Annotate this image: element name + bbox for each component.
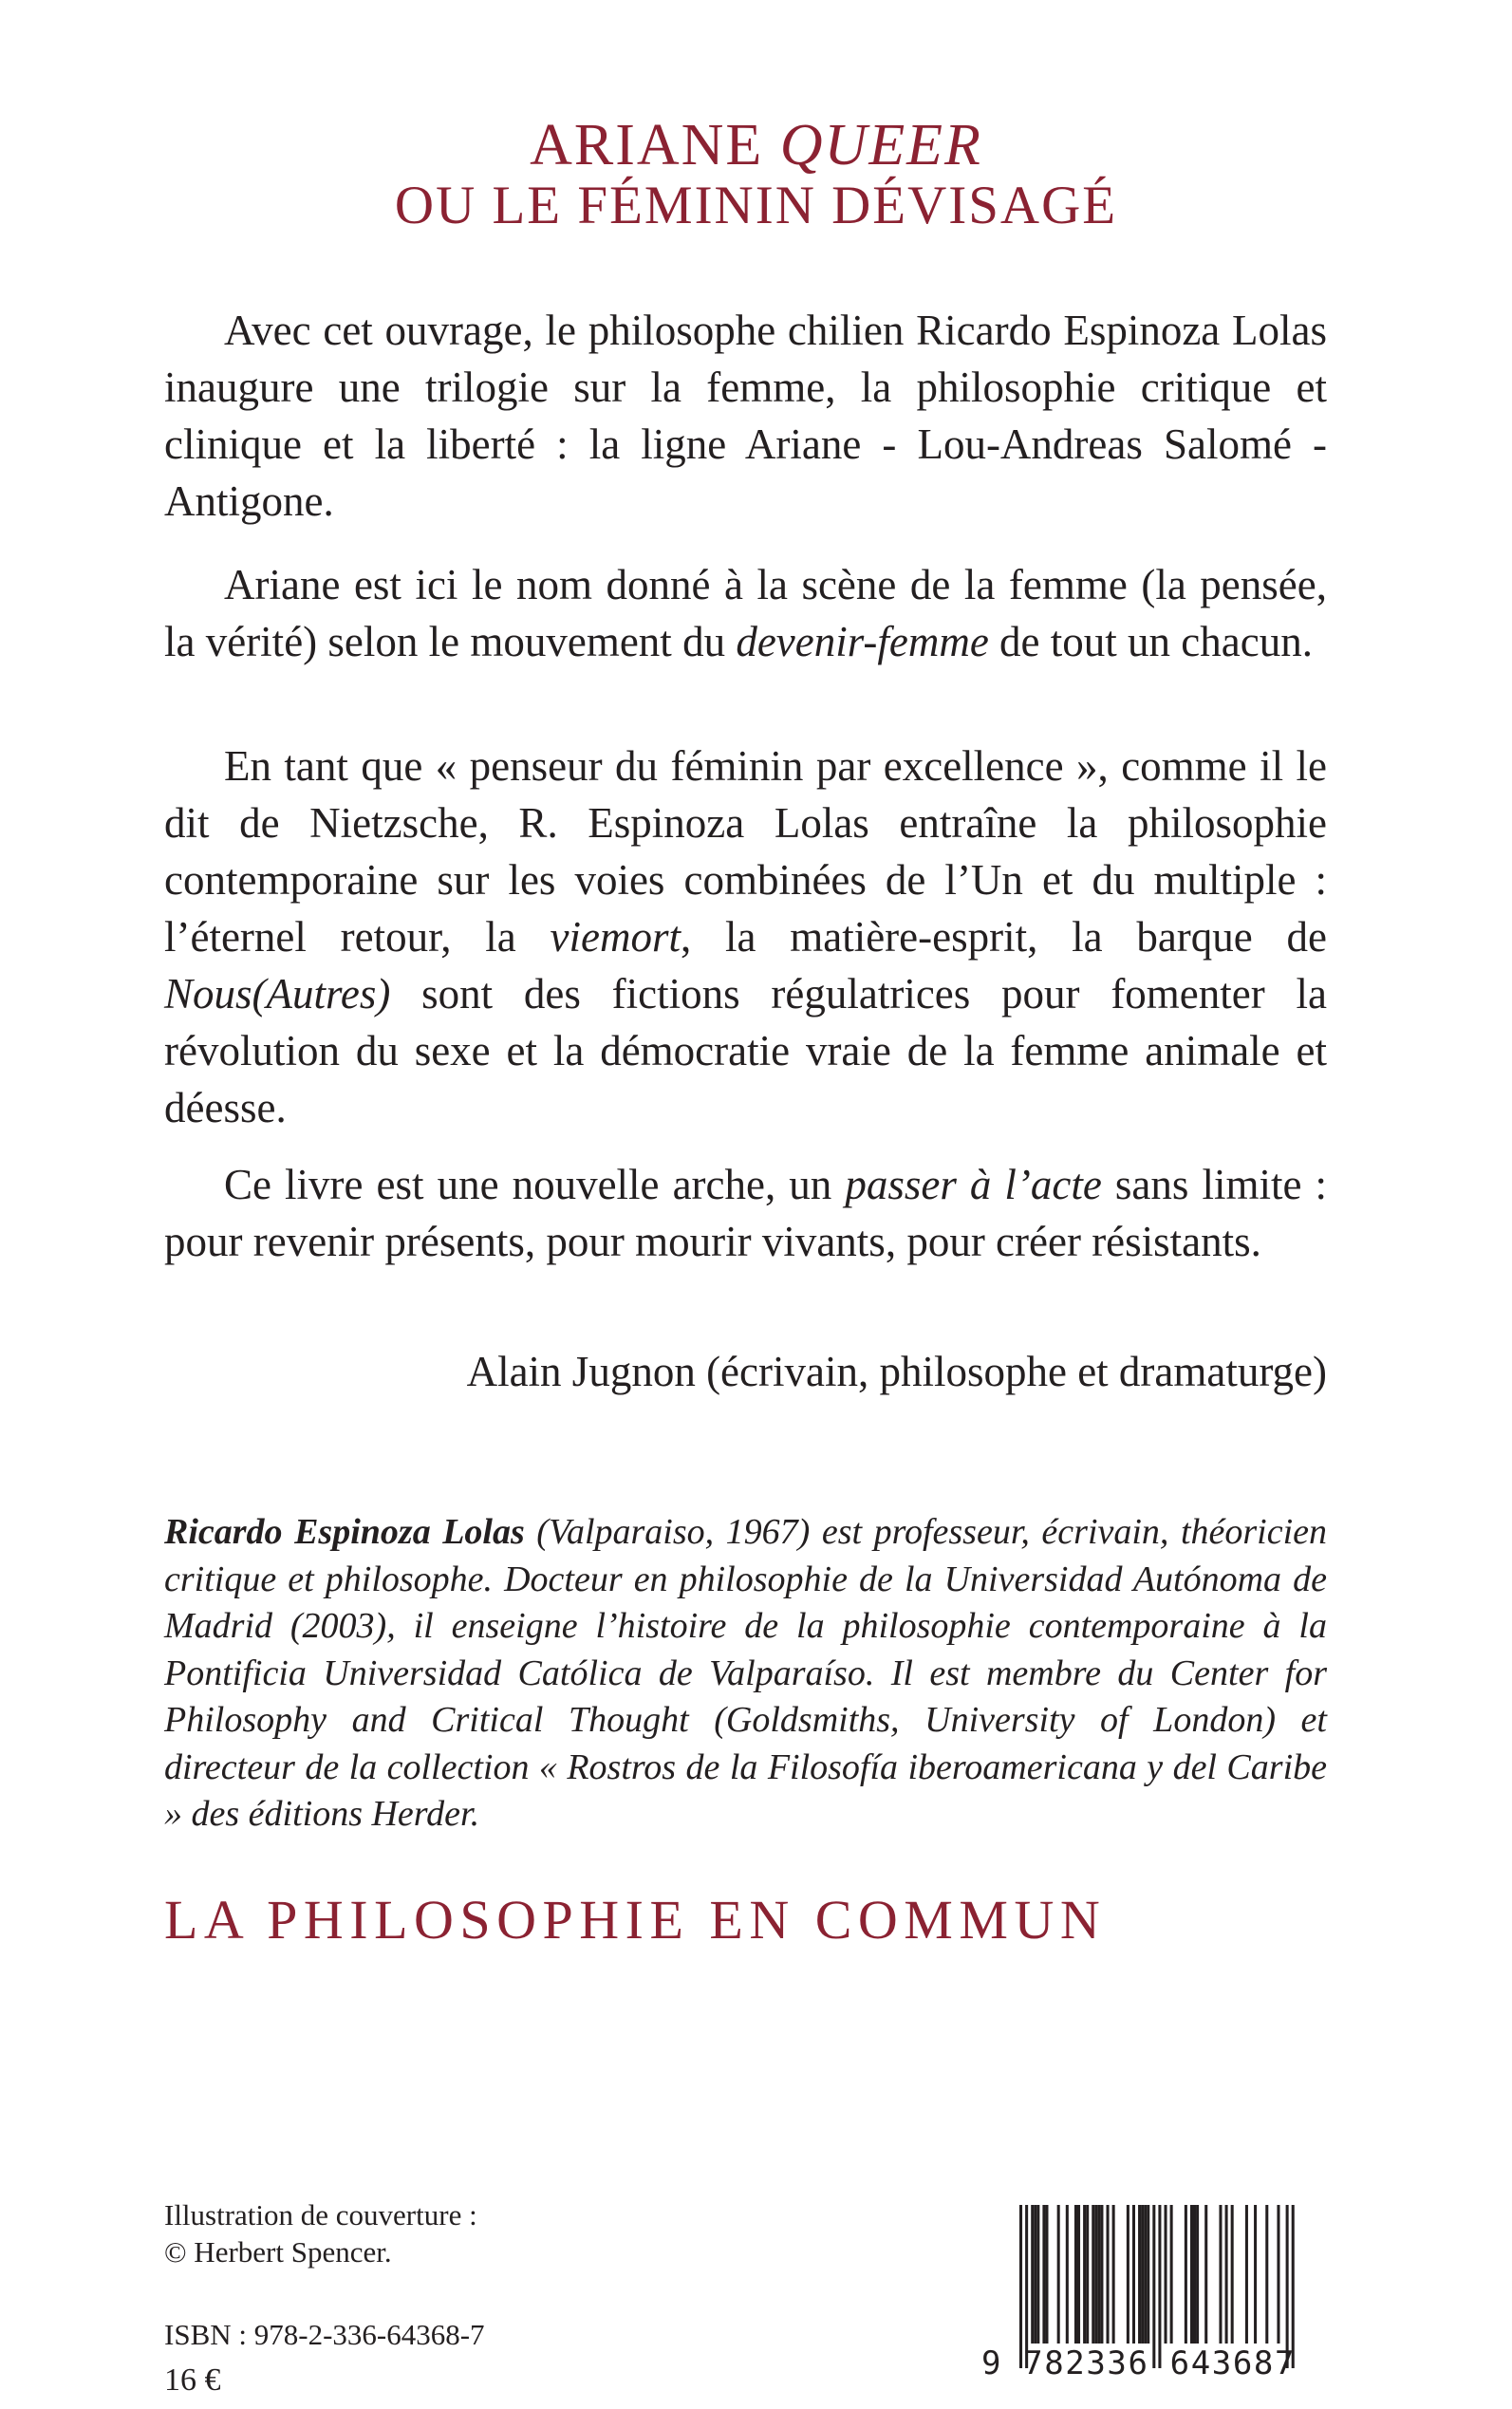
author-bio — [164, 1509, 1327, 1839]
barcode-bar — [1086, 2205, 1089, 2344]
barcode-bar — [1170, 2205, 1173, 2344]
cover-credit-label: Illustration de couverture : — [164, 2198, 477, 2232]
blurb-paragraph-2 — [164, 556, 1327, 670]
p2-text-a: Ariane est ici le nom donné à la scène de la femme (la pensée, la vérité) selon le mouvement du — [164, 561, 1327, 665]
barcode-bar — [1231, 2205, 1234, 2344]
isbn: ISBN : 978-2-336-64368-7 — [164, 2318, 485, 2351]
barcode-bar — [1138, 2205, 1141, 2344]
blurb-paragraph-1 — [164, 302, 1327, 530]
barcode-bar — [1204, 2205, 1207, 2344]
barcode-bar — [1034, 2205, 1036, 2344]
barcode-bar — [1147, 2205, 1149, 2344]
barcode-bar — [1144, 2205, 1147, 2344]
p2-italic: devenir-femme — [736, 618, 989, 665]
barcode-bar — [1100, 2205, 1103, 2344]
barcode-bar — [1074, 2205, 1077, 2344]
p1-text: Avec cet ouvrage, le philosophe chilien Ricardo Espinoza Lolas inaugure une trilogie sur la femme, la philosophie critique et clinique et la liberté : la ligne Ariane - Lou-Andreas Salomé - Antigone. — [164, 307, 1327, 525]
barcode-bar — [1193, 2205, 1196, 2344]
p4-text-a: Ce livre est une nouvelle arche, un — [224, 1161, 846, 1208]
price: 16 € — [164, 2362, 221, 2398]
author-bio-text: (Valparaiso, 1967) est professeur, écrivain, théoricien critique et philosophe. Docteur en philosophie de la Universidad Autónoma de Madrid (2003), il enseigne l’histoire de la philosophie contemporaine à la Pontificia Universidad Católica de Valparaíso. Il est membre du Center for Philosophy and Critical Thought (Goldsmiths, University of London) et directeur de la collection « Rostros de la Filosofía iberoamericana y del Caribe » des éditions Herder. — [164, 1512, 1328, 1834]
barcode-bar — [1132, 2205, 1135, 2344]
p3-text-a: En tant que « penseur du féminin par excellence », comme il le dit de Nietzsche, R. Espinoza Lolas entraîne la philosophie contemporaine sur les voies combinées de l’Un et du multiple : l’éternel retour, la — [164, 742, 1327, 961]
book-title-line2: OU LE FÉMININ DÉVISAGÉ — [394, 176, 1118, 235]
title-italic-word: QUEER — [779, 113, 982, 177]
p3-text-b: , la matière-esprit, la barque de — [681, 913, 1327, 961]
author-name: Ricardo Espinoza Lolas — [164, 1512, 525, 1552]
barcode-bar — [1036, 2205, 1039, 2344]
p4-italic: passer à l’acte — [845, 1161, 1102, 1208]
series-name: LA PHILOSOPHIE EN COMMUN — [164, 1889, 1107, 1951]
barcode-bar — [1141, 2205, 1144, 2344]
barcode-bar — [1112, 2205, 1115, 2344]
barcode-bar — [1277, 2205, 1279, 2344]
cover-credit-name: © Herbert Spencer. — [164, 2235, 392, 2269]
blurb-signature: Alain Jugnon (écrivain, philosophe et dramaturge) — [466, 1348, 1327, 1395]
p3-italic-2: Nous(Autres) — [164, 970, 391, 1018]
blurb-paragraph-4 — [164, 1156, 1327, 1270]
barcode-bar — [1196, 2205, 1199, 2344]
p4-text-b: sans limite : pour revenir présents, pour mourir vivants, pour créer résistants. — [164, 1161, 1327, 1265]
barcode-bar — [1265, 2205, 1268, 2344]
barcode-bar — [1031, 2205, 1034, 2344]
barcode-bar — [1245, 2205, 1248, 2344]
barcode-bar — [1225, 2205, 1228, 2344]
barcode-bar — [1097, 2205, 1100, 2344]
barcode-bar — [1185, 2205, 1187, 2344]
barcode-bar — [1107, 2205, 1110, 2344]
book-title-line1 — [0, 112, 1512, 178]
blurb-paragraph-3 — [164, 738, 1327, 1136]
p3-italic-1: viemort — [550, 913, 681, 961]
barcode-bar — [1127, 2205, 1129, 2344]
barcode-bar — [1045, 2205, 1048, 2344]
barcode-bar — [1066, 2205, 1069, 2344]
barcode-bar — [1083, 2205, 1086, 2344]
title-prefix: ARIANE — [530, 113, 780, 177]
barcode-digits: 9 782336 643687 — [981, 2344, 1297, 2382]
barcode-bar — [1094, 2205, 1097, 2344]
p3-text-c: sont des fictions régulatrices pour fomenter la révolution du sexe et la démocratie vraie de la femme animale et déesse. — [164, 970, 1327, 1131]
p2-text-b: de tout un chacun. — [988, 618, 1313, 665]
barcode-bar — [1042, 2205, 1045, 2344]
barcode-bar — [1092, 2205, 1094, 2344]
barcode-bar — [1165, 2205, 1167, 2344]
barcode-bar — [1254, 2205, 1257, 2344]
barcode-bar — [1077, 2205, 1080, 2344]
barcode-bar — [1219, 2205, 1222, 2344]
barcode-bar — [1057, 2205, 1060, 2344]
barcode-bar — [1190, 2205, 1193, 2344]
